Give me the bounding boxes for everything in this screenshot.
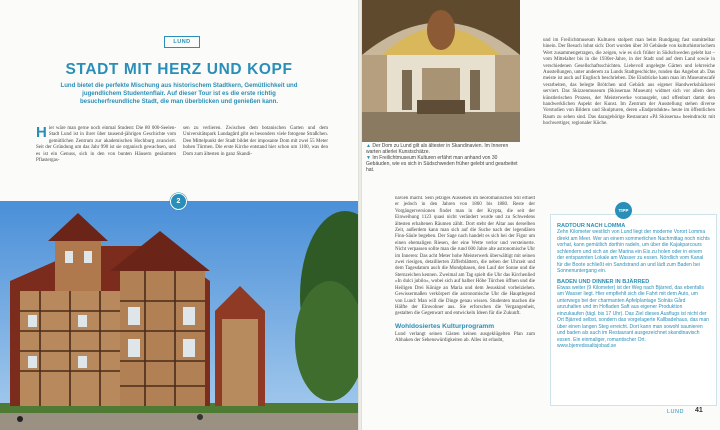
cathedral-interior-photo — [362, 0, 520, 142]
body-column-1 — [36, 126, 176, 164]
subheading: Wohldosiertes Kulturprogramm — [395, 322, 495, 330]
body-column-2: sen zu verlieren. Zwischen dem botanischen Garten und dem Universitätspark Lundagård gibt es besonders viele fotogene Straßchen. Den Mittelpunkt der Stadt bildet der imposante Dom mit zwei 55 Meter hohen Türmen. Die erste Kirche entstand hier schon um 1100, was den Dom zum ältesten in ganz Skandi- — [183, 126, 328, 157]
museum-building-photo — [0, 201, 358, 430]
tip-text-1: Zehn Kilometer westlich von Lund liegt der moderne Vorort Lomma direkt am Meer. Wer an einem sommerlichen Nachmittag noch nichts vorhat, kann gemütlich dorthin radeln, um über die Kajakparcours schlendern und sich an der Marina ein Eis zu holen oder in einem der entspannten Lokale am Wasser zu essen. Nördlich vom Kanal für die Boote schließt ein Sandstrand an und lädt zum Baden bei Sonnenuntergang ein. — [557, 229, 710, 274]
left-page — [0, 0, 358, 430]
photo-captions: ▲ Der Dom zu Lund gilt als ältester in Skandinavien. Im Inneren warten atlerlei Kunstschätze. ▼ Im Freilichtmuseum Kulturen erfährt man anhand von 30 Gebäuden, wie es sich in Südschweden früher gelebt und gearbeitet hat. — [366, 143, 518, 173]
drop-cap: H — [36, 124, 47, 141]
headline: STADT MIT HERZ UND KOPF — [65, 61, 293, 78]
tip-url: www.bjerredssaltsjobad.se — [557, 343, 617, 349]
body-column-bottom — [395, 196, 535, 419]
lead-paragraph: Lund bietet die perfekte Mischung aus historischem Stadtkern, Gemütlichkeit und jugendlichem Studentenflair. Auf dieser Tour ist es die erste richtig besucherfreundliche Stadt, die man überblicken und genießen kann. — [60, 82, 298, 106]
tip-heading-1: RADTOUR NACH LOMMA — [557, 223, 626, 229]
tip-heading-2: BADEN UND DINNER IN BJÄRRED — [557, 278, 650, 285]
tip-box — [550, 214, 717, 406]
right-page — [362, 0, 720, 430]
body-text-1: ier wäre man gerne noch einmal Student: Die 80 000-Seelen-Stadt Lund ist in ihrer über tausend-jährigen Geschichte vom gemütlichen Zentrum zur akademischen Hochburg avanciert. Seit der Gründung um das Jahr 990 ist sie organisch gewachsen, und es ist ein Genuss, sich in den von bunten Häusern gesäumten Pflastergas- — [36, 126, 176, 164]
page-number: 41 — [695, 407, 703, 414]
tip-text-2: Etwas weiter (9 Kilometer) ist der Weg nach Bjärred, das ebenfalls am Wasser liegt. Hier empfiehlt sich die Fahrt mit dem Auto, um unterwegs bei der charmanten Apfelplantage Solnäs Gård anzuhalten und im Hofladen Saft aus eigener Produktion einzukaufen (tägl. bis 17 Uhr). Das Ziel dieses Ausflugs ist nicht der Ort Bjärred selbst, sondern das vorgelagerte Kallbadehaus, das man über einen langen Steg erreicht. Dort kann man sowohl saunieren und baden als auch im Restaurant ausgezeichnet skandinavisch essen. Ein einmaliger, romantischer Ort. — [557, 284, 710, 343]
tip-badge: TIPP — [615, 202, 632, 219]
caption-museum: Im Freilichtmuseum Kulturen erfährt man anhand von 30 Gebäuden, wie es sich in Südschweden früher gelebt und gearbeitet hat. — [366, 155, 518, 173]
footer-label: LUND — [667, 409, 684, 415]
body-column-top: und im Freilichtmuseum Kulturen stolpert man beim Rundgang fast unmittelbar hinein. Der Besuch lohnt sich: Dort wurden über 30 Gebäude von kulturhistorischem Wert zusammengetragen, die zeigen, wie es sich früher in Südschweden gelebt hat – vom Mittelalter bis in die 1930er-Jahre, in der Stadt und auf dem Land sowie in verschiedenen Gesellschaftsschichten. Liebevoll angelegte Gärten und lehrreiche Ausstellungen, unter anderem zu Lunds Stadtgeschichte, runden das Angebot ab. Das meiste ist auch auf Englisch beschrieben. Die Eindrücke kann man im Museumscafé verarbeiten, das belegte Brötchen und Gebäck aus eigener Handwerksbäckerei serviert. Das Skizzenmuseum (Skissernas Museum) widmet sich vor allem dem künstlerischen Prozess, der Meisterwerke vorausgeht, und offenbart damit den handwerklichen Aspekt der Kunst. Im Zentrum der Ausstellung stehen diverse Vorstudien von Bildern und Skulpturen, deren »Endprodukte« heute im öffentlichen Raum zu sehen sind. Das dazugehörige Restaurant »På Skisserna« beeindruckt mit hochwertiger, regionaler Küche. — [543, 38, 715, 127]
map-pin-number: 2 — [170, 193, 187, 210]
body-text-cathedral: navien macht. Sein jetziges Aussehen im neoromanischen Stil erhielt er jedoch in den Jahren von 1860 bis 1880. Reste der Vorgängerversionen findet man in der Krypta, die seit der Einweihung 1123 quasi nicht verändert wurde und zu Schwedens ältesten erhaltenen Räumen zählt. Dort steht der Altar aus derselben Zeit, außerdem kann man sich auf die Suche nach der legendären Finn-Säule begeben. Der Sage nach handelt es sich bei der Figur um einen ehemaligen Riesen, der eine Wette verlor und versteinerte. Nicht verpassen sollte man die rund 600 Jahre alte astronomische Uhr im Inneren: Das acht Meter hohe Meisterwerk überwältigt mit seinen zwei riesigen, detaillierten Zifferblättern, die neben der Uhrzeit und dem Tagesdatum auch die Mondphasen, den Lauf der Sonne und die Sternzeichen kennen. Zweimal am Tag spielt die Uhr das Kirchenlied »In dulci jubilo«, wobei sich auf halber Höhe Türchen öffnen und die Heiligen Drei Könige an Maria und dem Jesuskind vorbeiziehen. Gewissermaßen verkörpert die astronomische Uhr die Hauptlegend von Lund: Man will die Dinge genau wissen. Studenten machen die Hälfte der Einwohner aus. Sie erforschen die Vergangenheit, gestalten die Gegenwart und entwickeln Ideen für die Zukunft. — [395, 196, 535, 317]
section-tag: LUND — [164, 36, 200, 48]
body-text-culture: Lund verlangt seinen Gästen keinen ausgeklügelten Plan zum Abhaken der Sehenswürdigkeiten ab. Alles ist erlaubt, — [395, 331, 535, 344]
caption-cathedral: Der Dom zu Lund gilt als ältester in Skandinavien. Im Inneren warten atlerlei Kunstschätze. — [366, 143, 509, 155]
